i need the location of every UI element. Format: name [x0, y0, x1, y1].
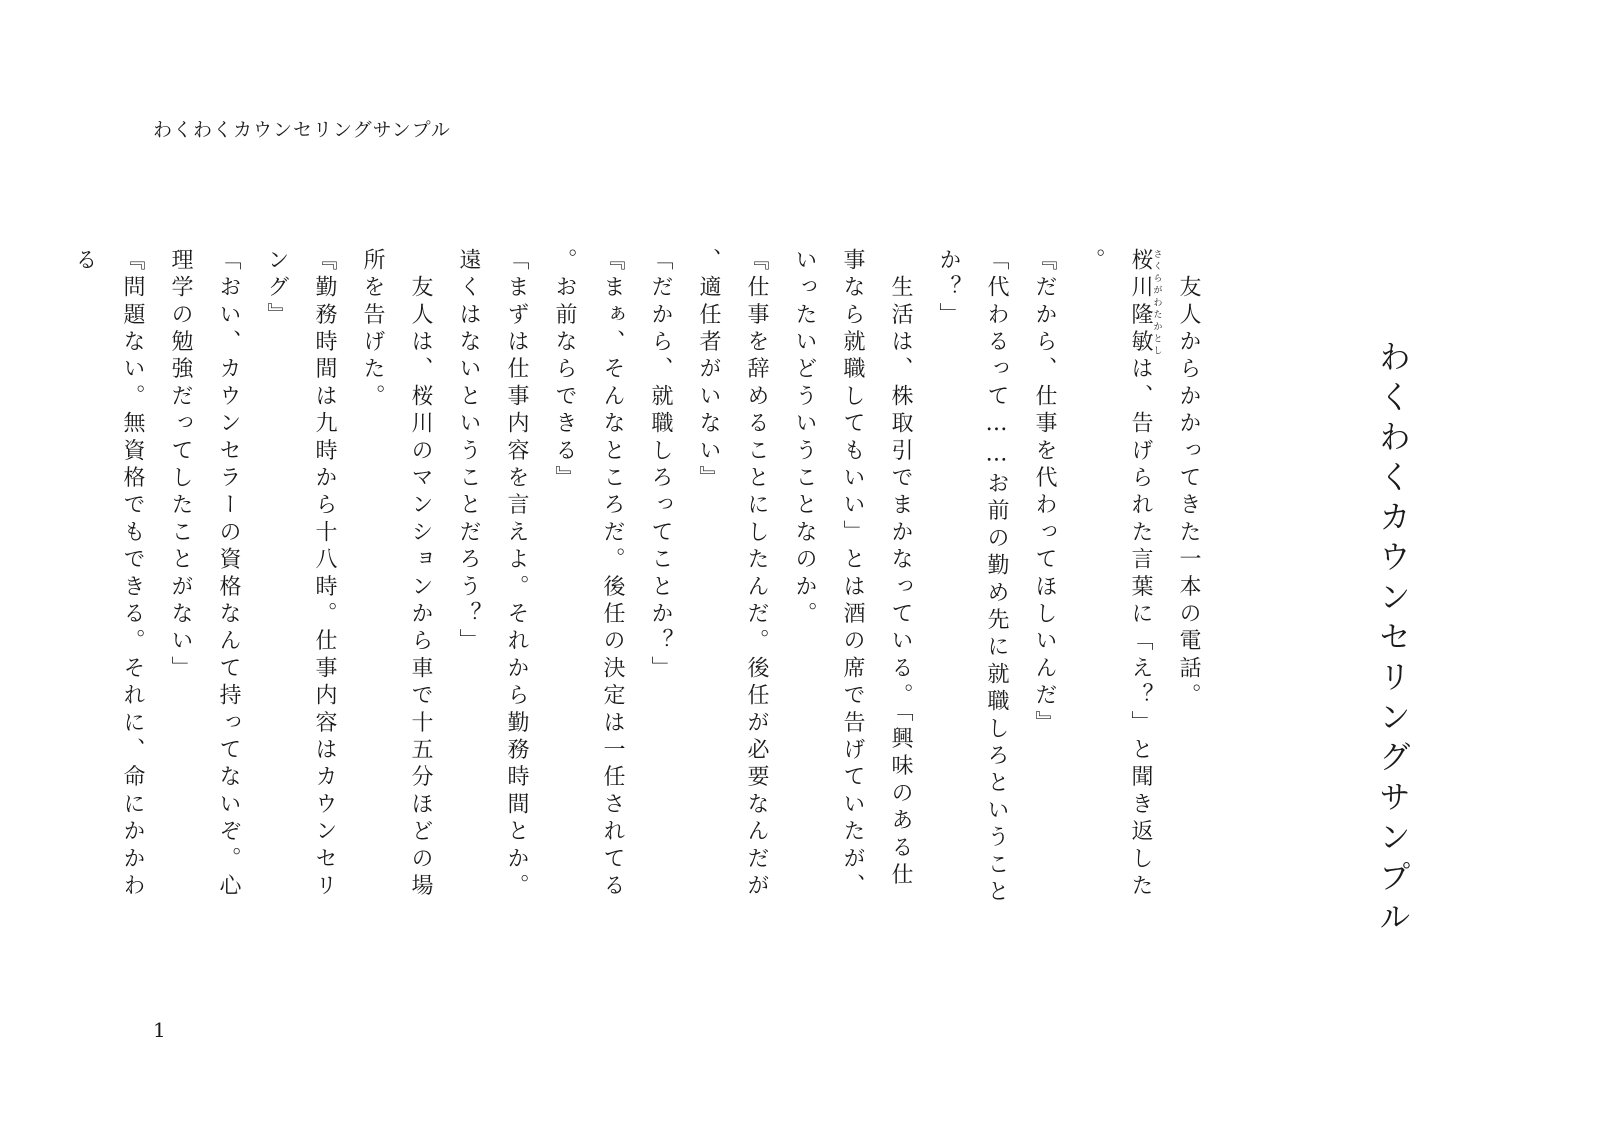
paragraph	[156, 248, 252, 908]
paragraph-text: 「だから、就職しろってことか？」	[648, 248, 673, 684]
paragraph	[684, 248, 780, 908]
ruby-base: 桜川隆敏	[1128, 248, 1153, 357]
paragraph	[1068, 248, 1164, 908]
name-ruby	[1128, 248, 1162, 357]
paragraph	[252, 248, 348, 908]
paragraph	[780, 248, 924, 908]
running-header: わくわくカウンセリングサンプル	[153, 119, 451, 141]
ruby-reading: さくらがわたかとし	[1151, 248, 1162, 357]
paragraph-text: 『問題ない。無資格でもできる。それに、命にかかわる	[72, 248, 145, 901]
paragraph	[348, 248, 444, 908]
paragraph-text: 『仕事を辞めることにしたんだ。後任が必要なんだが、適任者がいない』	[696, 248, 769, 901]
paragraph	[924, 248, 1020, 908]
chapter-title: わくわくカウンセリングサンプル	[1374, 340, 1412, 940]
paragraph	[1020, 248, 1068, 908]
body-text	[72, 248, 1212, 908]
paragraph-text: は、告げられた言葉に「え？」と聞き返した。	[1080, 248, 1153, 901]
paragraph-text: 『まぁ、そんなところだ。後任の決定は一任されてる。お前ならできる』	[552, 248, 625, 901]
paragraph-text: 友人は、桜川のマンションから車で十五分ほどの場所を告げた。	[360, 248, 433, 901]
paragraph-text: 『だから、仕事を代わってほしいんだ』	[1032, 248, 1057, 738]
paragraph	[60, 248, 156, 908]
paragraph-text: 生活は、株取引でまかなっている。「興味のある仕事なら就職してもいい」とは酒の席で告げていたが、いったいどういうことなのか。	[792, 248, 913, 901]
paragraph-text: 『勤務時間は九時から十八時。仕事内容はカウンセリング』	[264, 248, 337, 901]
paragraph	[636, 248, 684, 908]
paragraph	[1164, 248, 1212, 908]
page-number: 1	[153, 1018, 166, 1042]
paragraph-text: 「まずは仕事内容を言えよ。それから勤務時間とか。遠くはないということだろう？」	[456, 248, 529, 901]
paragraph	[540, 248, 636, 908]
paragraph-text: 「代わるって……お前の勤め先に就職しろということか？」	[936, 248, 1009, 907]
paragraph-text: 友人からかかってきた一本の電話。	[1176, 275, 1201, 711]
paragraph	[444, 248, 540, 908]
paragraph-text: 「おい、カウンセラーの資格なんて持ってないぞ。心理学の勉強だってしたことがない」	[168, 248, 241, 901]
